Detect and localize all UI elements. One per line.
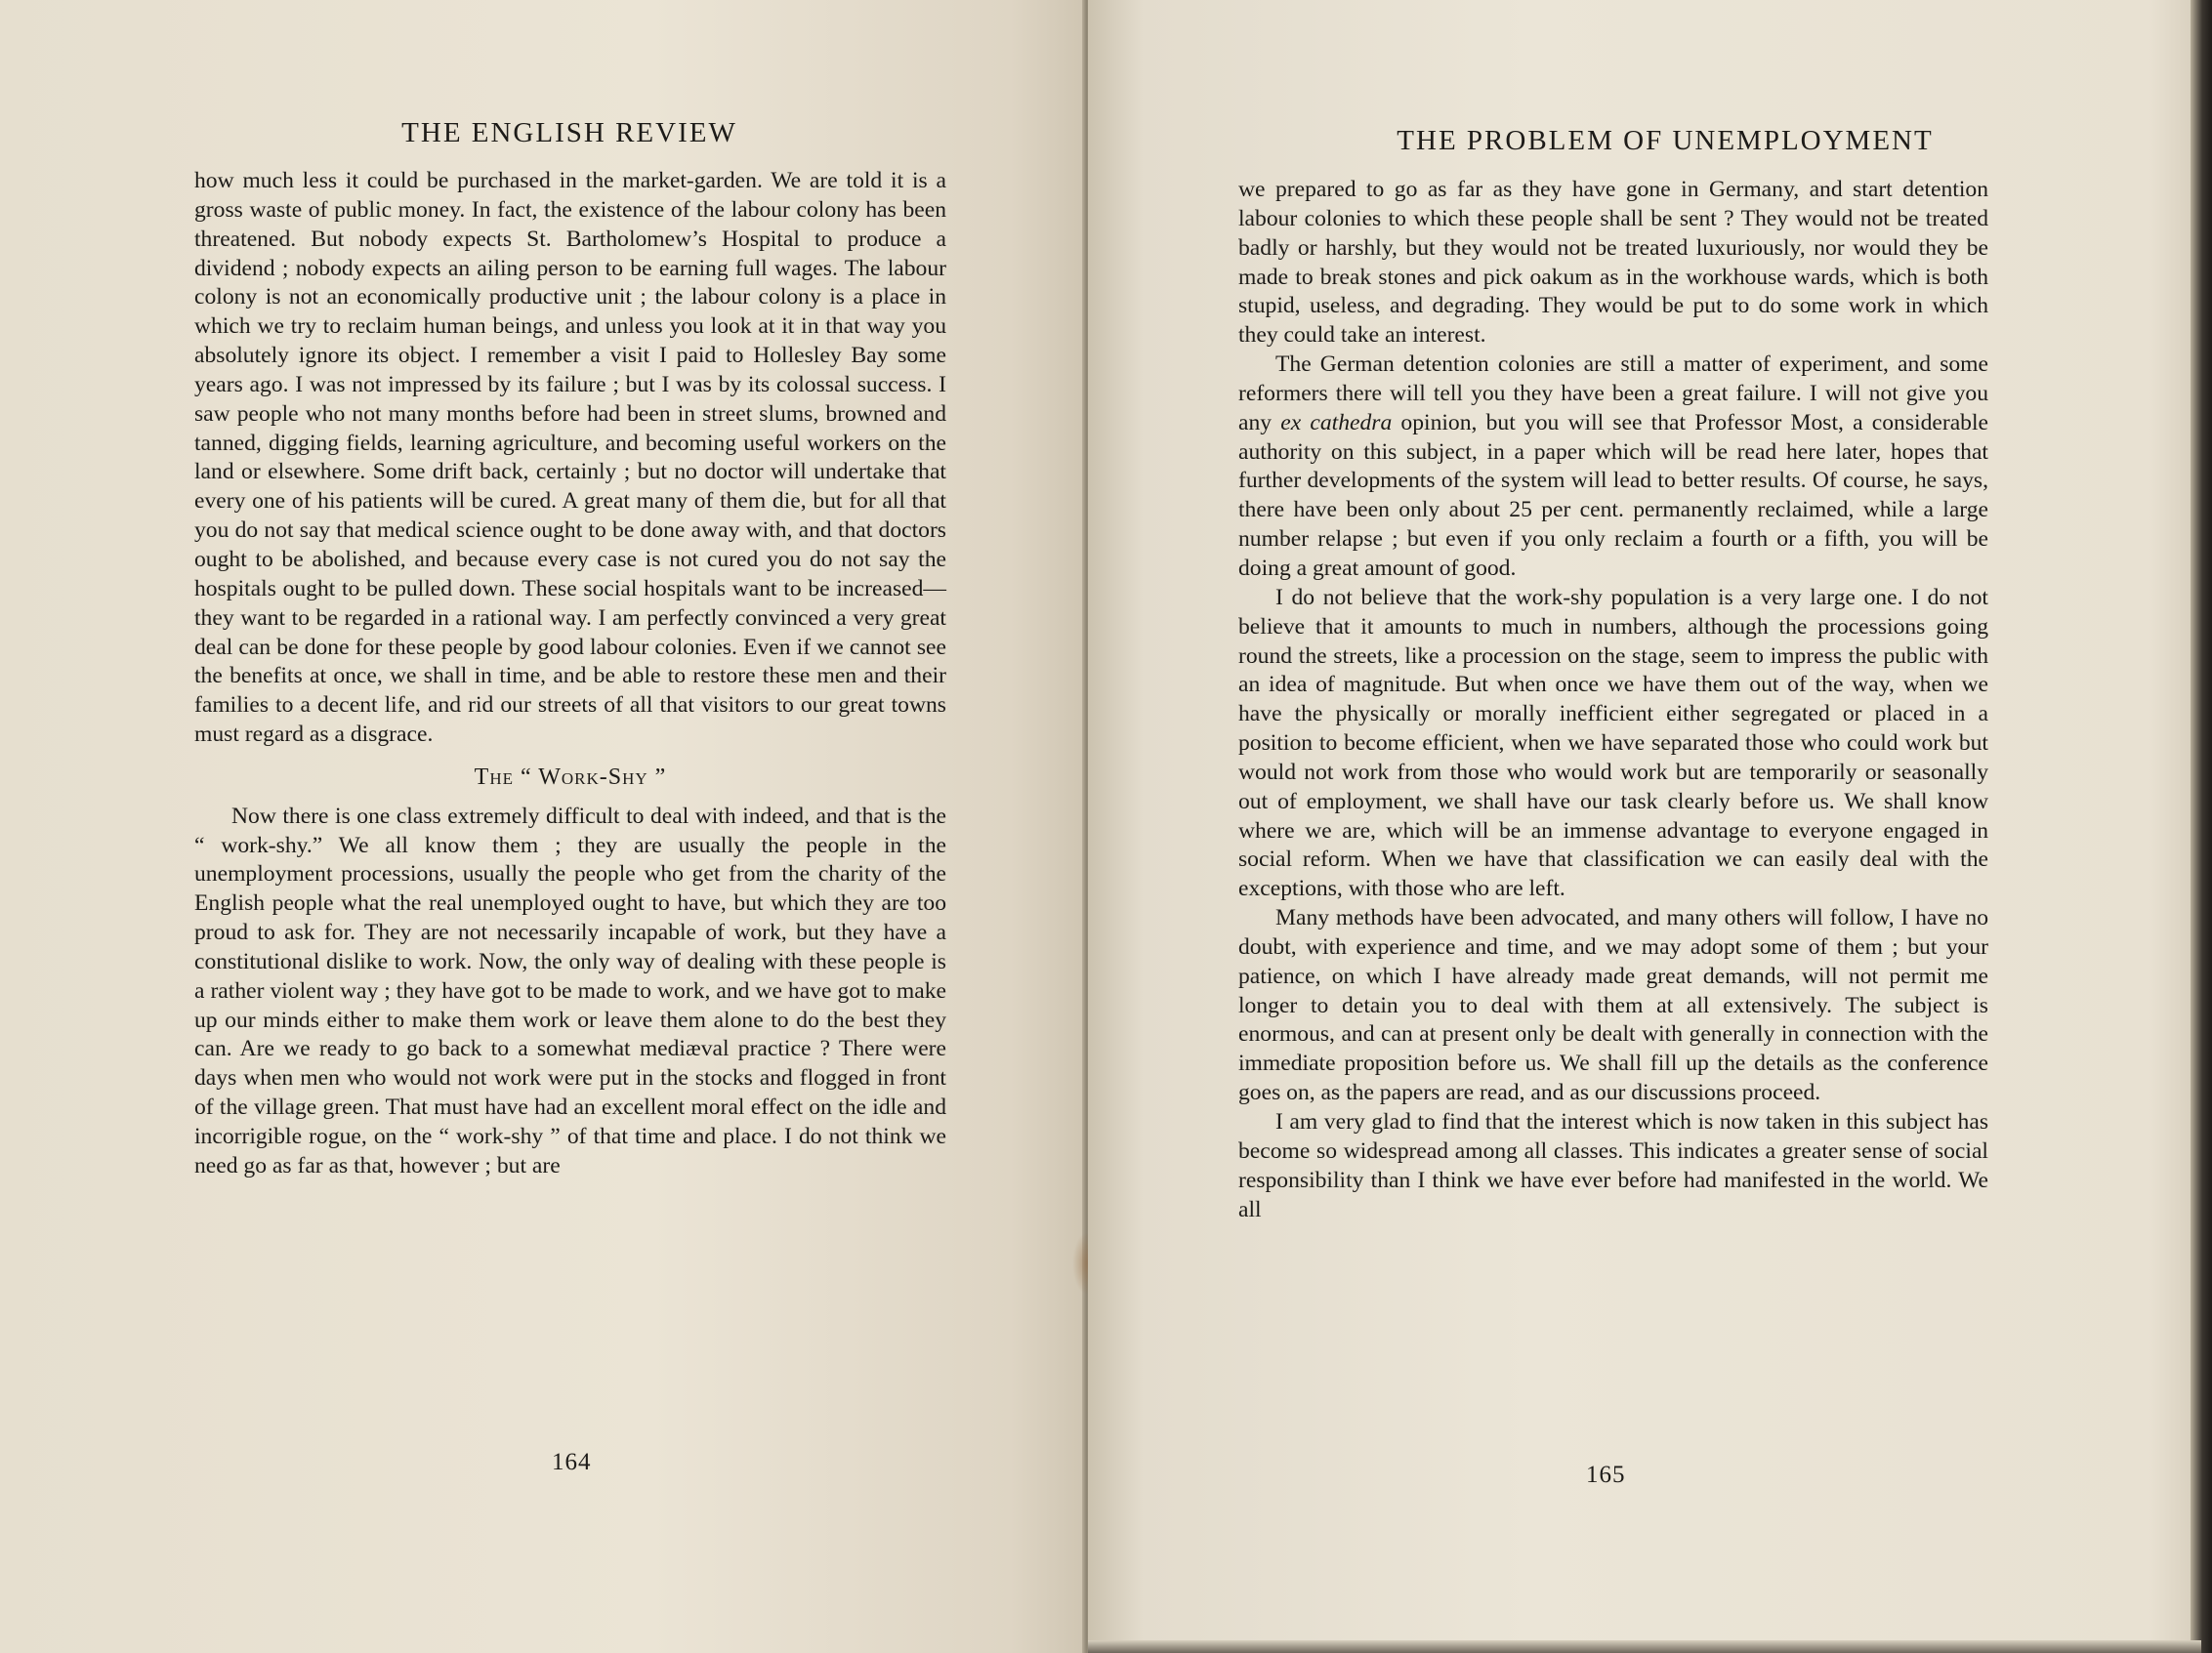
paragraph: we prepared to go as far as they have gone in Germany, and start detention labour colonies to which these people shall be sent ? They would not be treated badly or harshly, but they would not be treated luxuriously, nor would they be made to break stones and pick oakum as in the workhouse wards, which is both stupid, useless, and degrading. They would be put to do some work in which they could take an interest. bbox=[1238, 177, 1988, 349]
book-edge-bottom bbox=[1088, 1640, 2201, 1653]
page-number-right: 165 bbox=[1586, 1462, 1626, 1488]
left-page bbox=[0, 0, 1086, 1653]
running-head-left: THE ENGLISH REVIEW bbox=[401, 117, 737, 148]
page-number-left: 164 bbox=[552, 1449, 592, 1475]
book-edge-right bbox=[2191, 0, 2212, 1653]
paragraph: I do not believe that the work-shy population is a very large one. I do not believe that it amounts to much in numbers, although the processions going round the streets, like a procession on the stage, seem to impress the public with an idea of magnitude. But when once we have them out of the way, when we have the physically or morally inefficient either segregated or placed in a position to become efficient, when we have separated those who could work but would not work from those who would work but are temporarily or seasonally out of employment, we shall have our task clearly before us. We shall know where we are, which will be an immense advantage to everyone engaged in social reform. When we have that classification we can easily deal with the exceptions, with those who are left. bbox=[1238, 584, 1988, 902]
left-page-body bbox=[194, 167, 946, 1181]
section-heading: The “ Work-Shy ” bbox=[474, 764, 667, 790]
paragraph: Now there is one class extremely difficult to deal with indeed, and that is the “ work-shy.” We all know them ; they are usually the people in the unemployment processions, usually the people who get from the charity of the English people what the real unemployed ought to have, but which they are too proud to ask for. They are not necessarily incapable of work, but they have a constitutional dislike to work. Now, the only way of dealing with these people is a rather violent way ; they have got to be made to work, and we have got to make up our minds either to make them work or leave them alone to do the best they can. Are we ready to go back to a somewhat mediæval practice ? There were days when men who would not work were put in the stocks and flogged in front of the village green. That must have had an excellent moral effect on the idle and incorrigible rogue, on the “ work-shy ” of that time and place. I do not think we need go as far as that, however ; but are bbox=[194, 803, 946, 1178]
paragraph-text: opinion, but you will see that Professor Most, a considerable authority on this subject, in a paper which will be read here later, hopes that further developments of the system will lead to better results. Of course, he says, there have been only about 25 per cent. permanently reclaimed, while a large number relapse ; but even if you only reclaim a fourth or a fifth, you will be doing a great amount of good. bbox=[1238, 409, 1988, 581]
paragraph: how much less it could be purchased in the market-garden. We are told it is a gross waste of public money. In fact, the existence of the labour colony has been threatened. But nobody expects St. Bartholomew’s Hospital to produce a dividend ; nobody expects an ailing person to be earning full wages. The labour colony is not an economically productive unit ; the labour colony is a place in which we try to reclaim human beings, and unless you look at it in that way you absolutely ignore its object. I remember a visit I paid to Hollesley Bay some years ago. I was not impressed by its failure ; but I was by its colossal success. I saw people who not many months before had been in street slums, browned and tanned, digging fields, learning agriculture, and becoming useful workers on the land or elsewhere. Some drift back, certainly ; but no doctor will undertake that every one of his patients will be cured. A great many of them die, but for all that you do not say that medical science ought to be done away with, and that doctors ought to be abolished, and because every case is not cured you do not say the hospitals ought to be pulled down. These social hospitals want to be increased—they want to be regarded in a rational way. I am perfectly convinced a very great deal can be done for these people by good labour colonies. Even if we cannot see the benefits at once, we shall in time, and be able to restore these men and their families to a decent life, and rid our streets of all that visitors to our great towns must regard as a disgrace. bbox=[194, 168, 946, 748]
paragraph: I am very glad to find that the interest which is now taken in this subject has become so widespread among all classes. This indicates a greater sense of social responsibility than I think we have ever before had manifested in the world. We all bbox=[1238, 1109, 1988, 1222]
paragraph: Many methods have been advocated, and many others will follow, I have no doubt, with experience and time, and we may adopt some of them ; but your patience, on which I have already made great demands, will not permit me longer to detain you to deal with them at all extensively. The subject is enormous, and can at present only be dealt with generally in connection with the immediate proposition before us. We shall fill up the details as the conference goes on, as the papers are read, and as our discussions proceed. bbox=[1238, 905, 1988, 1106]
italic-phrase: ex cathedra bbox=[1280, 409, 1393, 435]
paragraph-text: The German detention colonies are still a matter of experiment, and some reformers there will tell you they have been a great failure. I will not give you any bbox=[1238, 351, 1988, 435]
paragraph bbox=[1238, 351, 1988, 584]
right-page bbox=[1088, 0, 2193, 1653]
running-head-right: THE PROBLEM OF UNEMPLOYMENT bbox=[1397, 125, 1934, 156]
right-page-body bbox=[1238, 176, 1988, 1224]
